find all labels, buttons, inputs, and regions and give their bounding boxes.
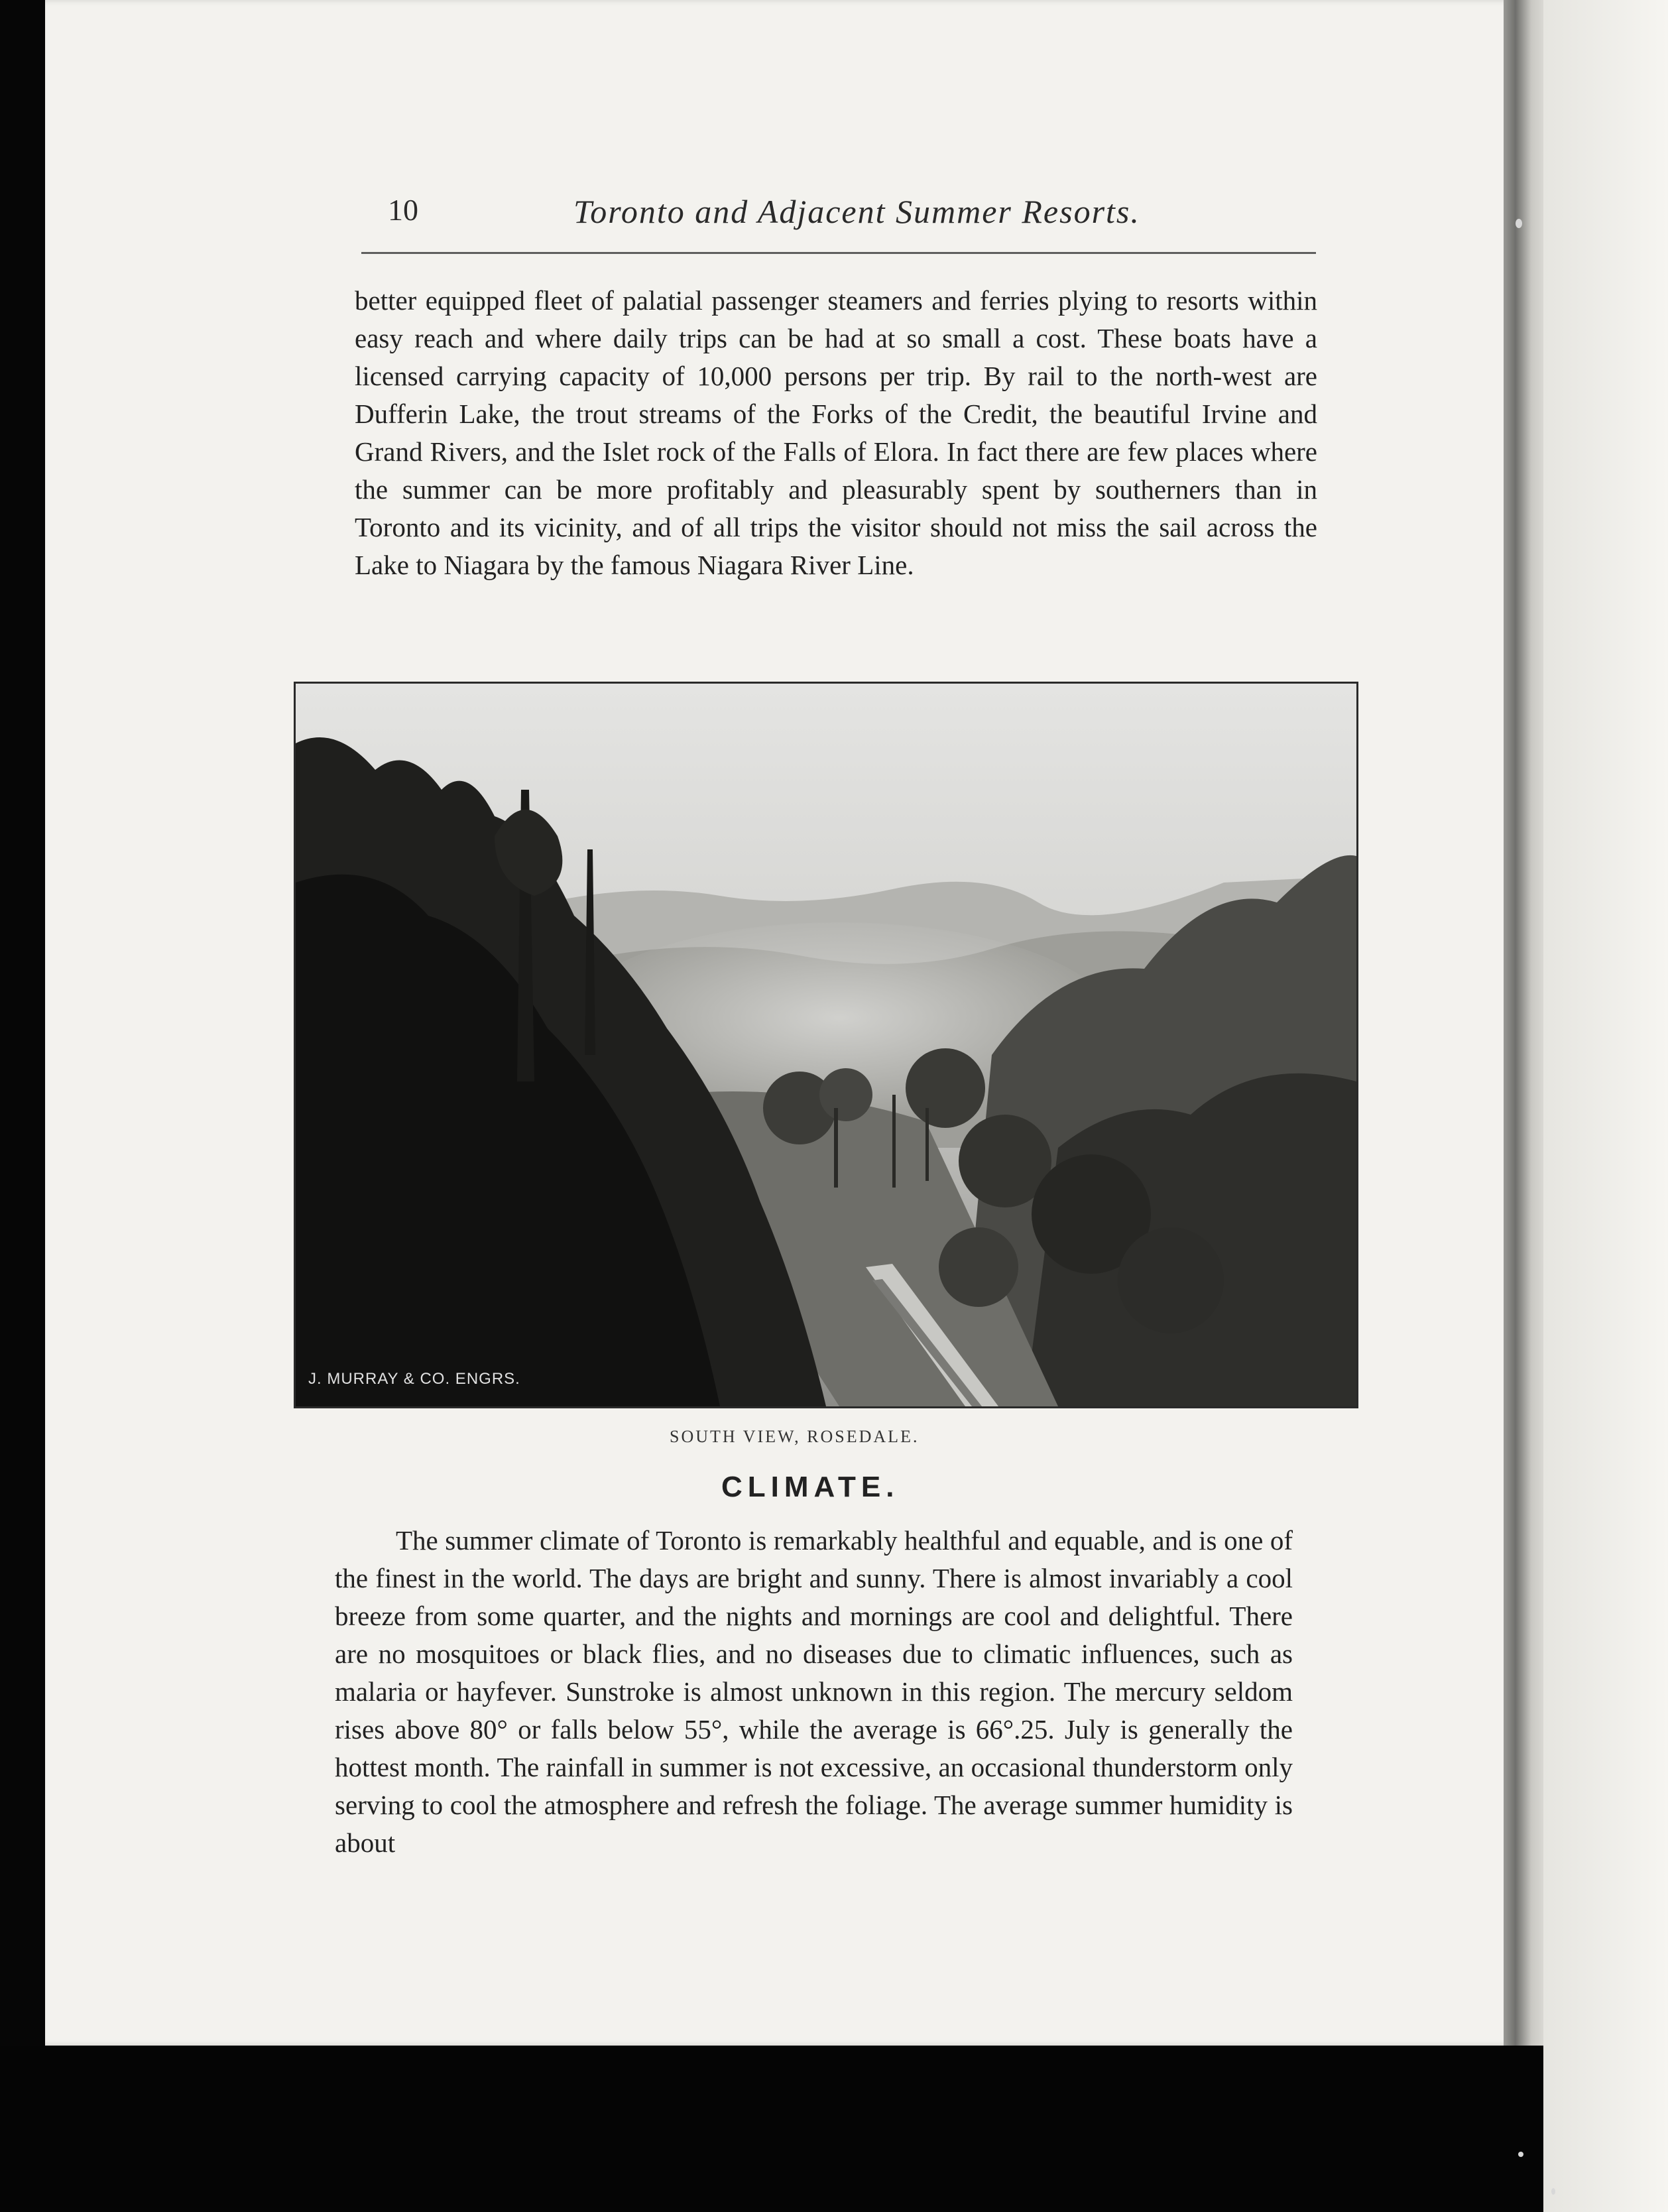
running-head [361,192,1316,239]
engraver-credit: J. MURRAY & CO. ENGRS. [308,1370,520,1388]
scan-speck [1518,2152,1523,2157]
page-number: 10 [388,193,418,227]
photo-caption: SOUTH VIEW, ROSEDALE. [670,1427,920,1446]
book-spine [1504,0,1543,2046]
photo-illustration [296,684,1356,1406]
scan-speck [1516,219,1522,228]
scan-background [0,2046,1543,2212]
scan-speck [1551,2188,1555,2195]
body-paragraph-2: The summer climate of Toronto is remarkably healthful and equable, and is one of the finest in the world. The days are bright and sunny. There is almost invariably a cool breeze from some quarter, and the nights and mornings are cool and delightful. There are no mosquitoes or black flies, and no diseases due to climatic influences, such as malaria or hayfever. Sunstroke is almost unknown in this region. The mercury seldom rises above 80° or falls below 55°, while the average is 66°.25. July is generally the hottest month. The rainfall in summer is not excessive, an occasional thunderstorm only serving to cool the atmosphere and refresh the foliage. The average summer humidity is about [335,1525,1293,1858]
header-rule [361,252,1316,254]
running-title: Toronto and Adjacent Summer Resorts. [573,193,1140,230]
body-paragraph-1: better equipped fleet of palatial passenger steamers and ferries plying to resorts within easy reach and where daily trips can be had at so small a cost. These boats have a licensed carrying capacity of 10,000 persons per trip. By rail to the north-west are Dufferin Lake, the trout streams of the Forks of the Credit, the beautiful Irvine and Grand Rivers, and the Islet rock of the Falls of Elora. In fact there are few places where the summer can be more profitably and pleasurably spent by southerners than in Toronto and its vicinity, and of all trips the visitor should not miss the sail across the Lake to Niagara by the famous Niagara River Line. [355,285,1317,580]
rosedale-photograph [294,682,1358,1408]
section-heading-climate: CLIMATE. [721,1471,900,1503]
facing-page-edge [1543,0,1668,2212]
